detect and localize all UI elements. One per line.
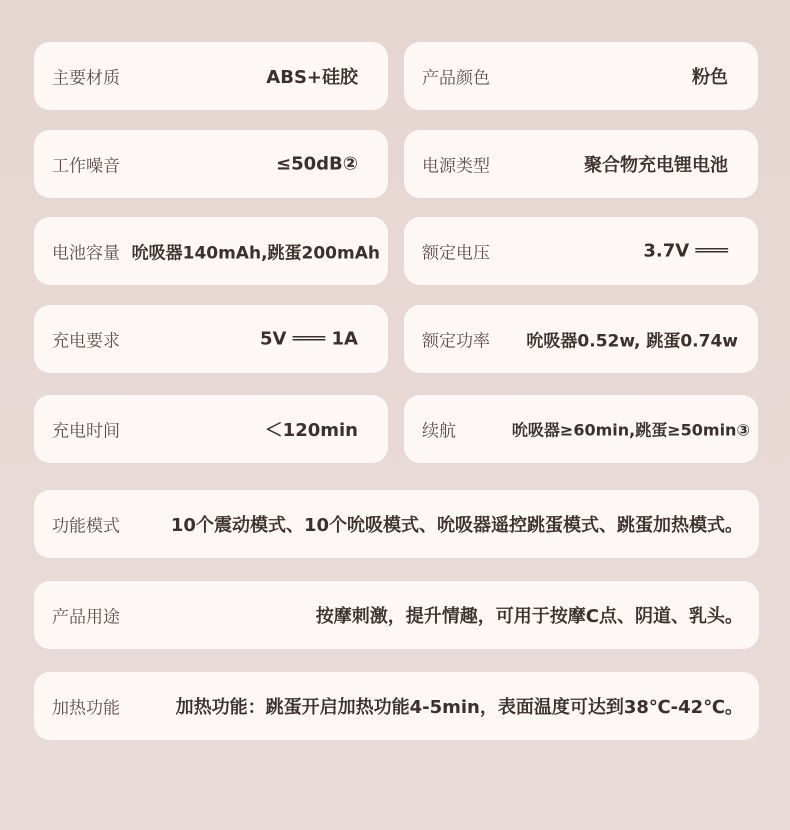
spec-label: 续航: [422, 421, 456, 442]
spec-value: ≤50dB②: [276, 153, 358, 175]
spec-label: 额定电压: [422, 243, 490, 264]
spec-value: 3.7V ═══: [643, 240, 728, 262]
spec-card-charging: [34, 305, 388, 373]
spec-label: 工作噪音: [52, 156, 120, 177]
spec-value: ABS+硅胶: [266, 67, 358, 88]
spec-card-color: [404, 42, 758, 110]
spec-card-material: [34, 42, 388, 110]
spec-value: 5V ═══ 1A: [260, 328, 358, 350]
spec-label: 产品颜色: [422, 68, 490, 89]
spec-value: 吮吸器140mAh,跳蛋200mAh: [131, 243, 380, 264]
spec-label: 功能模式: [52, 516, 120, 537]
spec-label: 充电时间: [52, 421, 120, 442]
spec-card-rated-power: [404, 305, 758, 373]
spec-label: 加热功能: [52, 698, 120, 719]
spec-card-usage: [34, 581, 759, 649]
spec-card-heating: [34, 672, 759, 740]
spec-value: 吮吸器≥60min,跳蛋≥50min③: [511, 420, 750, 440]
spec-value: 按摩刺激，提升情趣，可用于按摩C点、阴道、乳头。: [315, 606, 743, 627]
spec-card-endurance: [404, 395, 758, 463]
spec-value: ＜120min: [264, 420, 358, 441]
spec-value: 10个震动模式、10个吮吸模式、吮吸器遥控跳蛋模式、跳蛋加热模式。: [170, 515, 743, 536]
spec-label: 充电要求: [52, 331, 120, 352]
spec-card-battery: [34, 217, 388, 285]
spec-label: 额定功率: [422, 331, 490, 352]
spec-label: 电池容量: [52, 243, 120, 264]
spec-value: 粉色: [692, 67, 728, 88]
spec-value: 聚合物充电锂电池: [584, 155, 728, 176]
spec-label: 主要材质: [52, 68, 120, 89]
spec-card-charge-time: [34, 395, 388, 463]
spec-label: 产品用途: [52, 607, 120, 628]
spec-card-voltage: [404, 217, 758, 285]
spec-value: 吮吸器0.52w, 跳蛋0.74w: [526, 331, 738, 352]
spec-value: 加热功能：跳蛋开启加热功能4-5min，表面温度可达到38℃-42℃。: [175, 697, 743, 718]
spec-label: 电源类型: [422, 156, 490, 177]
spec-card-power-type: [404, 130, 758, 198]
spec-card-noise: [34, 130, 388, 198]
spec-card-modes: [34, 490, 759, 558]
